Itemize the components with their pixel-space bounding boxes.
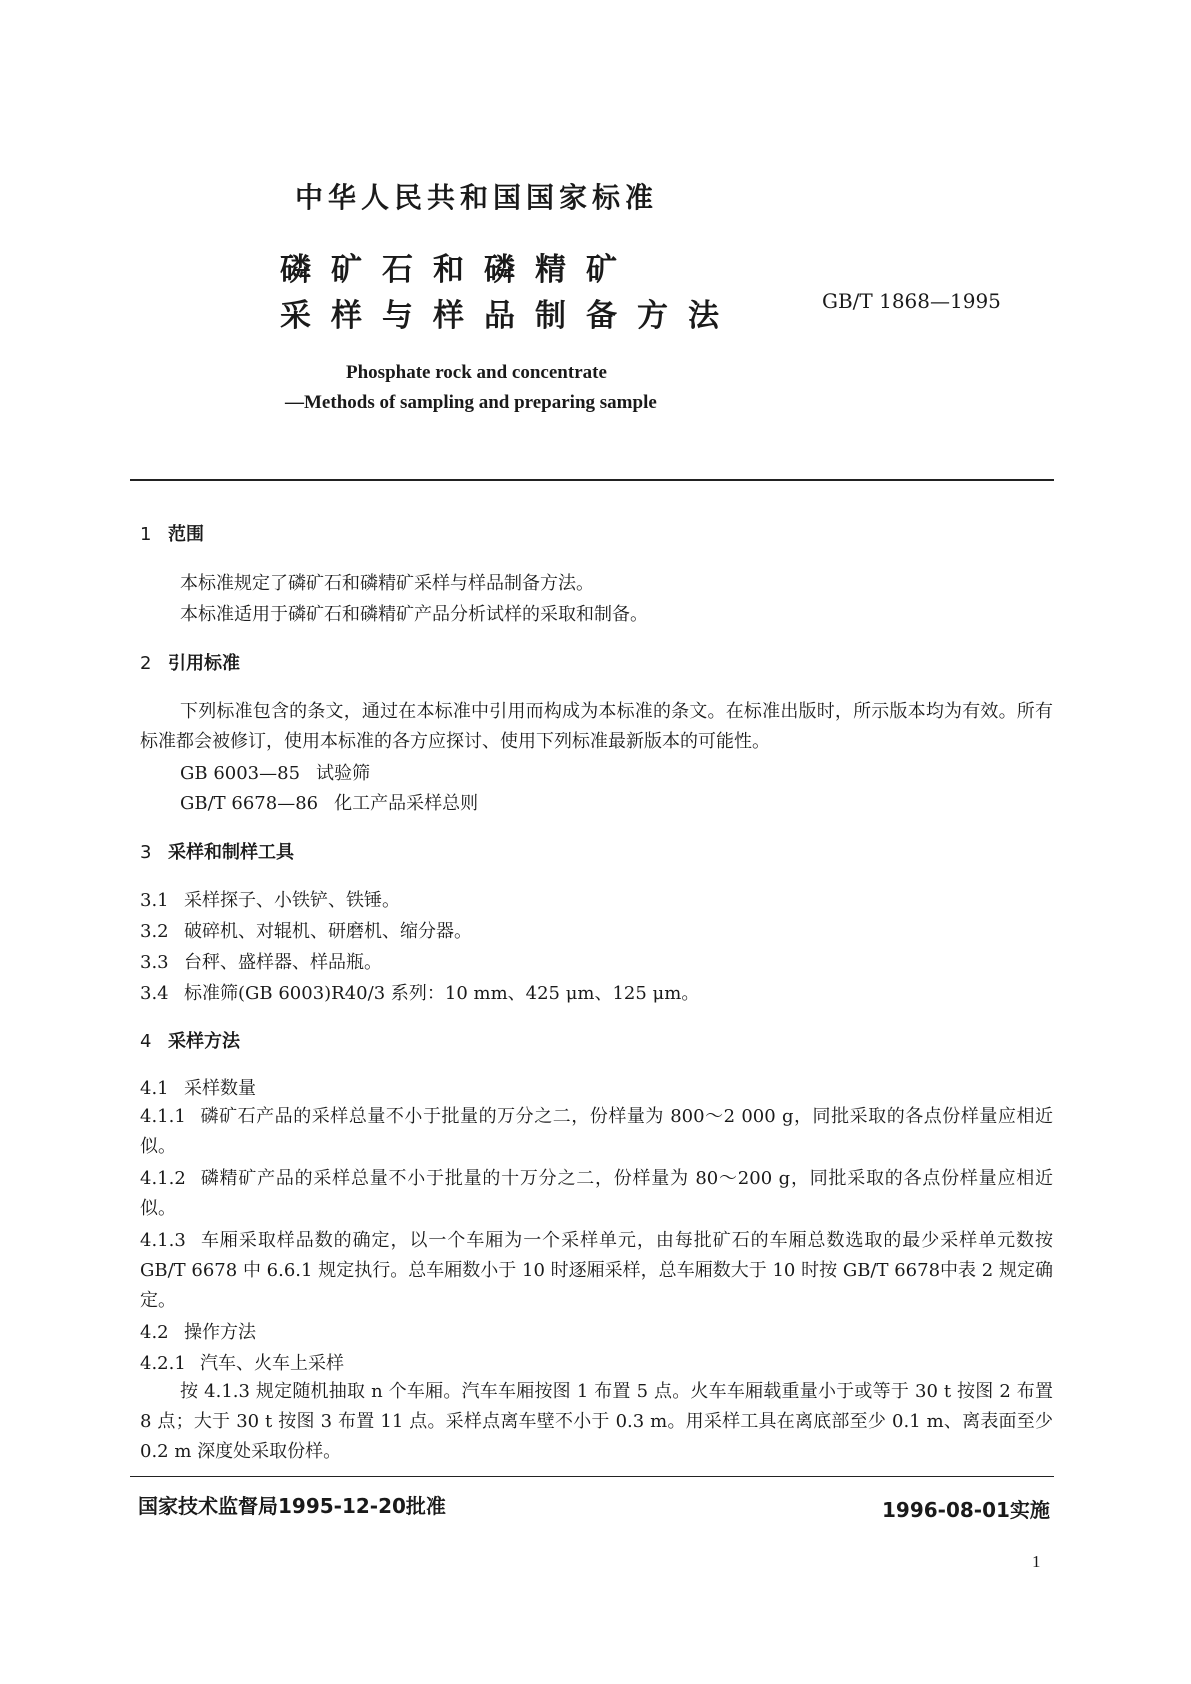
footer-divider [130, 1476, 1054, 1477]
item-text: 台秤、盛样器、样品瓶。 [184, 952, 382, 973]
subsection-4-2 [140, 1318, 256, 1344]
list-item [140, 917, 472, 943]
section-number: 3 [140, 842, 152, 863]
item-title: 采样数量 [184, 1078, 256, 1099]
subsection-4-1 [140, 1074, 256, 1100]
national-standard-heading: 中华人民共和国国家标准 [295, 181, 659, 214]
paragraph: 按 4.1.3 规定随机抽取 n 个车厢。汽车车厢按图 1 布置 5 点。火车车厢载重量小于或等于 30 t 按图 2 布置 8 点；大于 30 t 按图 3 布置 11 点。采样点离车壁不小于 0.3 m。用采样工具在离底部至少 0.1 m、离表面至少 0.2 m 深度处采取份样。 [140, 1381, 1053, 1462]
reference-name: 试验筛 [316, 763, 371, 784]
reference-name: 化工产品采样总则 [334, 793, 479, 814]
clause-4-2-1 [140, 1349, 344, 1375]
clause-text: 磷矿石产品的采样总量不小于批量的万分之二，份样量为 800～2 000 g，同批采取的各点份样量应相近似。 [140, 1106, 1053, 1157]
section-title: 采样方法 [168, 1031, 240, 1052]
list-item [140, 979, 699, 1005]
item-number: 4.1 [140, 1078, 169, 1099]
item-number: 3.1 [140, 890, 169, 911]
paragraph: 下列标准包含的条文，通过在本标准中引用而构成为本标准的条文。在标准出版时，所示版本均为有效。所有标准都会被修订，使用本标准的各方应探讨、使用下列标准最新版本的可能性。 [140, 701, 1053, 752]
section-number: 2 [140, 653, 152, 674]
standard-code: GB/T 1868—1995 [822, 289, 1001, 313]
clause-4-1-3 [140, 1226, 1053, 1316]
paragraph: 本标准适用于磷矿石和磷精矿产品分析试样的采取和制备。 [180, 604, 648, 625]
clause-4-1-1 [140, 1102, 1053, 1162]
item-title: 操作方法 [184, 1322, 256, 1343]
section-4-heading [140, 1027, 240, 1053]
clause-title: 汽车、火车上采样 [200, 1353, 344, 1374]
section-title: 范围 [168, 524, 204, 545]
approval-date: 国家技术监督局1995-12-20批准 [138, 1494, 446, 1518]
clause-number: 4.1.2 [140, 1168, 186, 1189]
list-item [140, 948, 382, 974]
implementation-date: 1996-08-01实施 [882, 1498, 1050, 1522]
reference-item [180, 789, 478, 815]
section-title: 采样和制样工具 [168, 842, 294, 863]
clause-number: 4.1.1 [140, 1106, 186, 1127]
section-2-heading [140, 649, 240, 675]
title-line-2: 采样与样品制备方法 [280, 298, 739, 334]
reference-code: GB/T 6678—86 [180, 793, 319, 814]
section-title: 引用标准 [168, 653, 240, 674]
reference-code: GB 6003—85 [180, 763, 301, 784]
item-number: 3.4 [140, 983, 169, 1004]
clause-text: 磷精矿产品的采样总量不小于批量的十万分之二，份样量为 80～200 g，同批采取的各点份样量应相近似。 [140, 1168, 1053, 1219]
item-text: 采样探子、小铁铲、铁锤。 [184, 890, 400, 911]
reference-item [180, 759, 370, 785]
section-1-heading [140, 520, 204, 546]
item-number: 4.2 [140, 1322, 169, 1343]
title-line-1: 磷矿石和磷精矿 [280, 252, 637, 288]
item-number: 3.2 [140, 921, 169, 942]
section-3-heading [140, 838, 294, 864]
item-text: 标准筛(GB 6003)R40/3 系列：10 mm、425 μm、125 μm。 [184, 983, 700, 1004]
english-title-line-2: —Methods of sampling and preparing sample [285, 392, 657, 413]
page-number: 1 [1032, 1552, 1041, 1571]
english-title-line-1: Phosphate rock and concentrate [346, 362, 607, 383]
clause-number: 4.1.3 [140, 1230, 186, 1251]
header-divider [130, 479, 1054, 481]
clause-number: 4.2.1 [140, 1353, 186, 1374]
item-text: 破碎机、对辊机、研磨机、缩分器。 [184, 921, 472, 942]
item-number: 3.3 [140, 952, 169, 973]
paragraph: 本标准规定了磷矿石和磷精矿采样与样品制备方法。 [180, 573, 594, 594]
section-number: 4 [140, 1031, 152, 1052]
clause-4-1-2 [140, 1164, 1053, 1224]
section-number: 1 [140, 524, 152, 545]
list-item [140, 886, 400, 912]
clause-text: 车厢采取样品数的确定，以一个车厢为一个采样单元，由每批矿石的车厢总数选取的最少采样单元数按 GB/T 6678 中 6.6.1 规定执行。总车厢数小于 10 时逐厢采样，总车厢数大于 10 时按 GB/T 6678中表 2 规定确定。 [140, 1230, 1053, 1311]
